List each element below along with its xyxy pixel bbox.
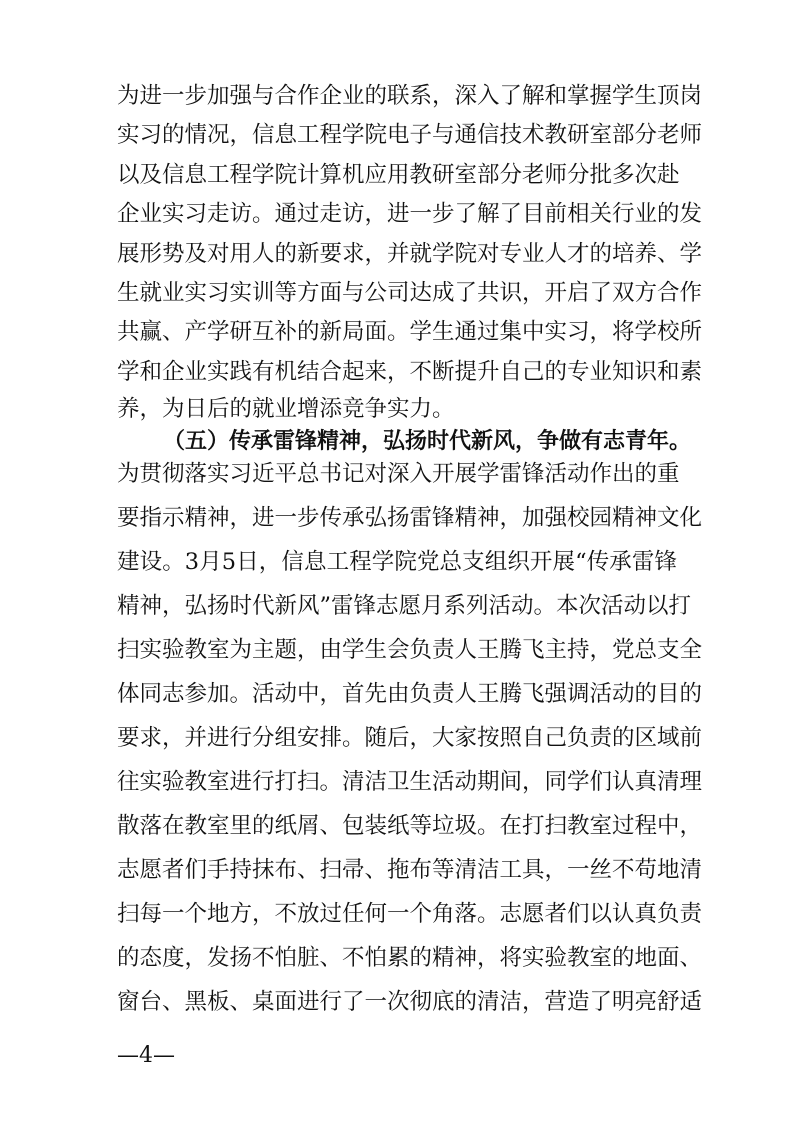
body-text-line: 要指示精神，进一步传承弘扬雷锋精神，加强校园精神文化: [117, 505, 703, 531]
body-text-line: 扫实验教室为主题，由学生会负责人王腾飞主持，党总支全: [117, 637, 703, 663]
body-text-line: 扫每一个地方，不放过任何一个角落。志愿者们以认真负责: [117, 901, 703, 927]
body-text-line: 展形势及对用人的新要求，并就学院对专业人才的培养、学: [117, 241, 703, 267]
body-text-line: 生就业实习实训等方面与公司达成了共识，开启了双方合作: [117, 280, 703, 306]
body-text-line: 要求，并进行分组安排。随后，大家按照自己负责的区域前: [117, 725, 703, 751]
body-text-line: 窗台、黑板、桌面进行了一次彻底的清洁，营造了明亮舒适: [117, 989, 703, 1015]
body-text-line: 为进一步加强与合作企业的联系，深入了解和掌握学生顶岗: [117, 83, 703, 109]
body-text-line: 养，为日后的就业增添竞争实力。: [117, 396, 455, 422]
page-number: —4—: [117, 1043, 175, 1068]
body-text-line: 体同志参加。活动中，首先由负责人王腾飞强调活动的目的: [117, 681, 703, 707]
body-text-line: 的态度，发扬不怕脏、不怕累的精神，将实验教室的地面、: [117, 945, 703, 971]
body-text-line: 为贯彻落实习近平总书记对深入开展学雷锋活动作出的重: [117, 461, 680, 487]
body-text-line: 学和企业实践有机结合起来，不断提升自己的专业知识和素: [117, 359, 703, 385]
section-heading: （五）传承雷锋精神，弘扬时代新风，争做有志青年。: [163, 429, 692, 454]
body-text-line: 共赢、产学研互补的新局面。学生通过集中实习，将学校所: [117, 319, 703, 345]
body-text-line: 以及信息工程学院计算机应用教研室部分老师分批多次赴: [117, 162, 680, 188]
body-text-line: 精神，弘扬时代新风”雷锋志愿月系列活动。本次活动以打: [117, 593, 692, 619]
body-text-line: 散落在教室里的纸屑、包装纸等垃圾。在打扫教室过程中，: [117, 813, 703, 839]
body-text-line: 建设。3月5日，信息工程学院党总支组织开展“传承雷锋: [117, 549, 677, 575]
body-text-line: 志愿者们手持抹布、扫帚、拖布等清洁工具，一丝不苟地清: [117, 857, 703, 883]
body-text-line: 实习的情况，信息工程学院电子与通信技术教研室部分老师: [117, 122, 703, 148]
body-text-line: 往实验教室进行打扫。清洁卫生活动期间，同学们认真清理: [117, 769, 703, 795]
body-text-line: 企业实习走访。通过走访，进一步了解了目前相关行业的发: [117, 201, 703, 227]
